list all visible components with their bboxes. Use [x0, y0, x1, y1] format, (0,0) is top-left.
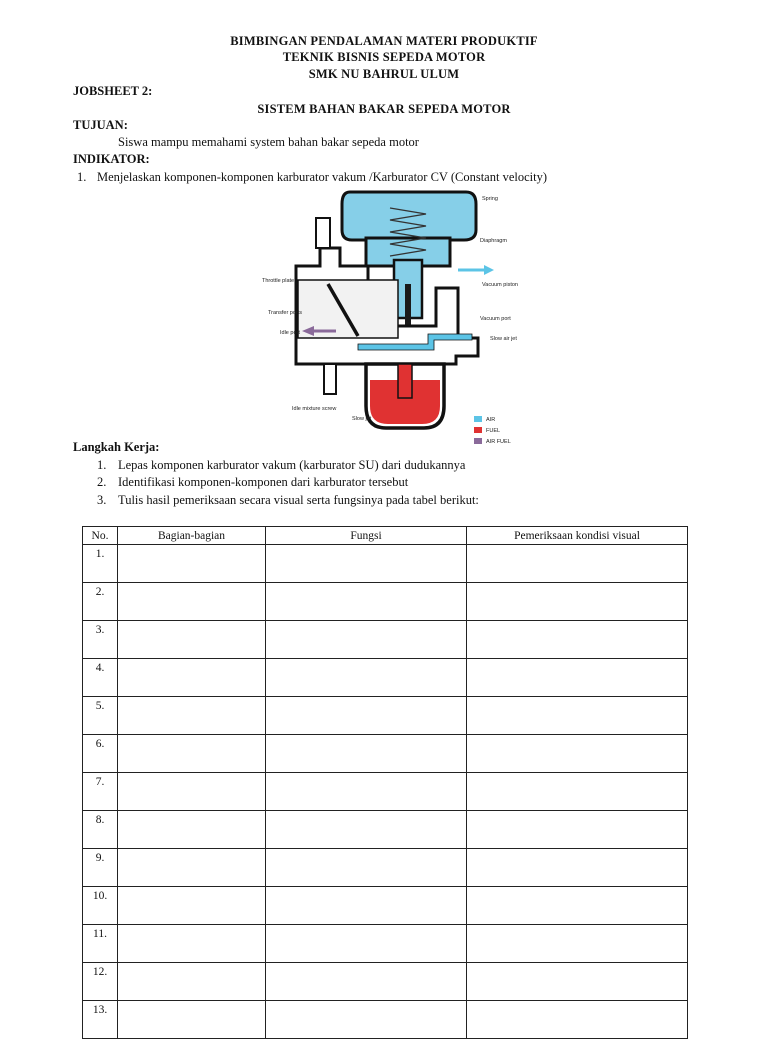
row-number: 6.: [83, 735, 118, 773]
cell-bagian[interactable]: [118, 773, 266, 811]
table-row: [83, 735, 688, 773]
langkah-item-2-number: 2.: [97, 475, 107, 489]
label-vacuum-port: Vacuum port: [480, 316, 511, 322]
cell-bagian[interactable]: [118, 963, 266, 1001]
label-slow-jet: Slow jet: [352, 416, 372, 422]
row-number: 10.: [83, 887, 118, 925]
table-row: [83, 849, 688, 887]
indikator-item-text: Menjelaskan komponen-komponen karburator vakum /Karburator CV (Constant velocity): [97, 170, 548, 184]
worksheet-table: [82, 526, 688, 1039]
label-slow-air-jet: Slow air jet: [490, 336, 517, 342]
jobsheet-title: SISTEM BAHAN BAKAR SEPEDA MOTOR: [257, 102, 511, 116]
cell-fungsi[interactable]: [266, 773, 467, 811]
label-transfer-ports: Transfer ports: [268, 310, 303, 316]
fuel-inlet: [316, 218, 330, 248]
cell-fungsi[interactable]: [266, 1001, 467, 1039]
table-row: [83, 811, 688, 849]
jet-needle: [405, 284, 411, 328]
row-number: 1.: [83, 545, 118, 583]
col-header-no: No.: [83, 527, 118, 545]
legend-air-swatch: [474, 416, 482, 422]
cell-bagian[interactable]: [118, 887, 266, 925]
cell-fungsi[interactable]: [266, 811, 467, 849]
cell-pemeriksaan[interactable]: [467, 583, 688, 621]
header-line-1: BIMBINGAN PENDALAMAN MATERI PRODUKTIF: [230, 34, 538, 48]
tujuan-label: TUJUAN:: [73, 118, 128, 132]
row-number: 7.: [83, 773, 118, 811]
row-number: 11.: [83, 925, 118, 963]
cell-pemeriksaan[interactable]: [467, 735, 688, 773]
vacuum-chamber-cap: [342, 192, 476, 240]
air-flow-arrow: [458, 265, 494, 275]
cell-fungsi[interactable]: [266, 583, 467, 621]
row-number: 3.: [83, 621, 118, 659]
cell-bagian[interactable]: [118, 925, 266, 963]
label-vacuum-piston: Vacuum piston: [482, 282, 518, 288]
header-line-2: TEKNIK BISNIS SEPEDA MOTOR: [282, 50, 486, 64]
cell-fungsi[interactable]: [266, 849, 467, 887]
carburetor-diagram: [258, 188, 518, 446]
langkah-item-1-number: 1.: [97, 458, 107, 472]
cell-pemeriksaan[interactable]: [467, 849, 688, 887]
cell-pemeriksaan[interactable]: [467, 697, 688, 735]
tujuan-text: Siswa mampu memahami system bahan bakar sepeda motor: [118, 135, 419, 149]
langkah-item-1-text: Lepas komponen karburator vakum (karburator SU) dari dudukannya: [118, 458, 466, 472]
row-number: 8.: [83, 811, 118, 849]
cell-pemeriksaan[interactable]: [467, 925, 688, 963]
row-number: 4.: [83, 659, 118, 697]
idle-mixture-screw: [324, 364, 336, 394]
cell-bagian[interactable]: [118, 811, 266, 849]
cell-bagian[interactable]: [118, 849, 266, 887]
cell-pemeriksaan[interactable]: [467, 773, 688, 811]
cell-bagian[interactable]: [118, 621, 266, 659]
table-row: [83, 963, 688, 1001]
table-row: [83, 583, 688, 621]
row-number: 13.: [83, 1001, 118, 1039]
cell-fungsi[interactable]: [266, 925, 467, 963]
cell-fungsi[interactable]: [266, 621, 467, 659]
legend-air-fuel-swatch: [474, 438, 482, 444]
cell-fungsi[interactable]: [266, 659, 467, 697]
legend-fuel-swatch: [474, 427, 482, 433]
langkah-label: Langkah Kerja:: [73, 440, 160, 454]
cell-bagian[interactable]: [118, 697, 266, 735]
col-header-fungsi: Fungsi: [266, 527, 467, 545]
cell-fungsi[interactable]: [266, 697, 467, 735]
cell-pemeriksaan[interactable]: [467, 659, 688, 697]
cell-bagian[interactable]: [118, 1001, 266, 1039]
table-row: [83, 1001, 688, 1039]
table-row: [83, 621, 688, 659]
table-row: [83, 773, 688, 811]
cell-fungsi[interactable]: [266, 963, 467, 1001]
cell-pemeriksaan[interactable]: [467, 811, 688, 849]
cell-fungsi[interactable]: [266, 545, 467, 583]
indikator-item-number: 1.: [77, 170, 87, 184]
table-row: [83, 545, 688, 583]
cell-pemeriksaan[interactable]: [467, 545, 688, 583]
cell-bagian[interactable]: [118, 659, 266, 697]
cell-pemeriksaan[interactable]: [467, 1001, 688, 1039]
table-row: [83, 887, 688, 925]
row-number: 9.: [83, 849, 118, 887]
legend-air-fuel: AIR FUEL: [486, 439, 511, 445]
langkah-item-3-text: Tulis hasil pemeriksaan secara visual serta fungsinya pada tabel berikut:: [118, 493, 479, 507]
cell-pemeriksaan[interactable]: [467, 963, 688, 1001]
langkah-item-3-number: 3.: [97, 493, 107, 507]
cell-fungsi[interactable]: [266, 887, 467, 925]
row-number: 12.: [83, 963, 118, 1001]
cell-bagian[interactable]: [118, 583, 266, 621]
cell-pemeriksaan[interactable]: [467, 621, 688, 659]
main-jet: [398, 364, 412, 398]
label-diaphragm: Diaphragm: [480, 238, 507, 244]
cell-bagian[interactable]: [118, 735, 266, 773]
header-line-3: SMK NU BAHRUL ULUM: [308, 67, 460, 81]
cell-pemeriksaan[interactable]: [467, 887, 688, 925]
col-header-pemeriksaan: Pemeriksaan kondisi visual: [467, 527, 688, 545]
table-row: [83, 659, 688, 697]
legend-fuel: FUEL: [486, 428, 501, 434]
row-number: 2.: [83, 583, 118, 621]
table-header-row: [83, 527, 688, 545]
col-header-bagian: Bagian-bagian: [118, 527, 266, 545]
jobsheet-label: JOBSHEET 2:: [73, 84, 153, 98]
table-row: [83, 925, 688, 963]
legend-air: AIR: [486, 417, 496, 423]
diagram-legend: [474, 416, 511, 445]
cell-bagian[interactable]: [118, 545, 266, 583]
label-spring: Spring: [482, 196, 498, 202]
cell-fungsi[interactable]: [266, 735, 467, 773]
label-idle-port: Idle port: [280, 330, 300, 336]
label-idle-mixture-screw: Idle mixture screw: [292, 406, 337, 412]
row-number: 5.: [83, 697, 118, 735]
label-throttle-plate: Throttle plate: [262, 278, 295, 284]
indikator-label: INDIKATOR:: [73, 152, 150, 166]
langkah-item-2-text: Identifikasi komponen-komponen dari karburator tersebut: [118, 475, 409, 489]
table-row: [83, 697, 688, 735]
